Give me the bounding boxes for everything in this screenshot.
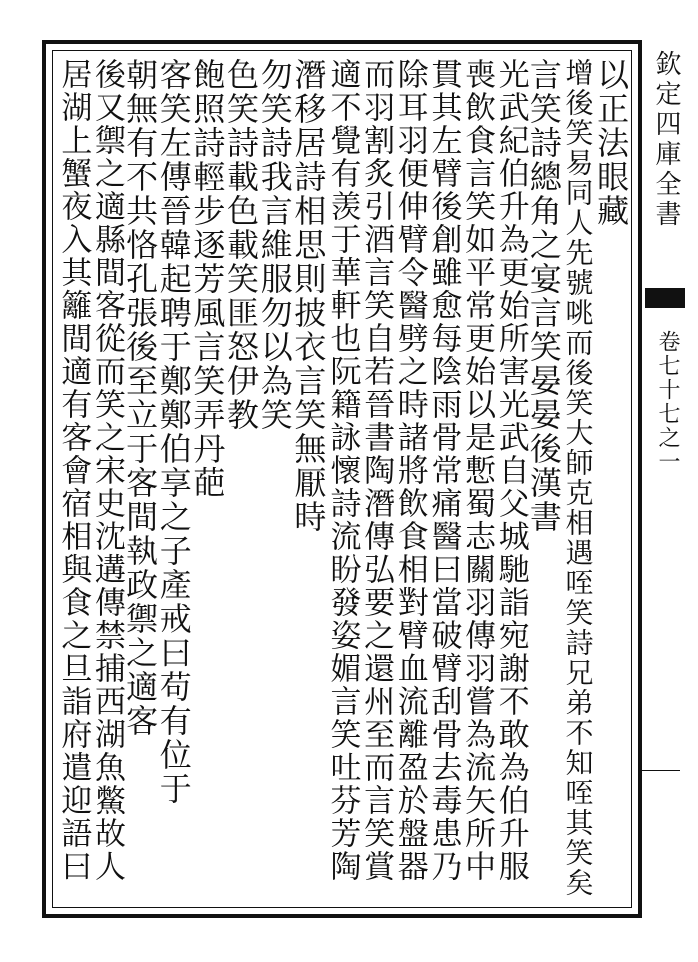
- text-column: 適不覺有羡于華軒也阮籍詠懷詩流盼發姿媚言笑吐芬芳陶: [324, 58, 361, 883]
- text-column: 增後笑易同人先號咷而後笑大師克相遇咥笑詩兄弟不知咥其笑矣: [561, 58, 595, 898]
- text-column: 居湖上蟹夜入其籬間適有客會宿相與食之旦詣府遣迎語曰: [55, 58, 92, 883]
- text-column: 客笑左傳晉韓起聘于鄭鄭伯享之子產戒曰苟有位于: [154, 58, 193, 806]
- text-column: 潛移居詩相思則披衣言笑無厭時: [289, 58, 328, 534]
- fishtail-mark: [645, 288, 685, 308]
- text-column: 光武紀伯升為更始所害光武自父城馳詣宛謝不敢為伯升服: [492, 58, 529, 883]
- text-column: 飽照詩輕步逐芳風言笑弄丹葩: [188, 58, 227, 500]
- margin-rule: [640, 770, 680, 771]
- text-column: 色笑詩載色載笑匪怒伊教: [222, 58, 261, 432]
- text-column: 言笑詩總角之宴言笑晏晏後漢書: [524, 58, 563, 534]
- text-column: 貫其左臂後創雖愈每陰雨骨常痛醫曰當破臂刮骨去毒患乃: [425, 58, 462, 883]
- volume-label: 卷七十七之一: [655, 330, 680, 474]
- text-column: 而羽割炙引酒言笑自若晉書陶潛傳弘要之還州至而言笑賞: [358, 58, 395, 883]
- text-column: 除耳羽便伸臂令醫劈之時諸將飲食相對臂血流離盈於盤器: [391, 58, 428, 883]
- collection-title: 欽定四庫全書: [651, 50, 681, 230]
- text-column: 喪飲食言笑如平常更始以是慙蜀志關羽傳羽嘗為流矢所中: [459, 58, 496, 883]
- text-column: 以正法眼藏: [592, 58, 631, 228]
- text-column: 勿笑詩我言維服勿以為笑: [255, 58, 294, 432]
- text-column: 朝無有不共恪孔張後至立于客間執政禦之適客: [121, 58, 160, 738]
- text-column: 後又禦之適縣間客從而笑之宋史沈遘傳禁捕西湖魚鱉故人: [88, 58, 125, 883]
